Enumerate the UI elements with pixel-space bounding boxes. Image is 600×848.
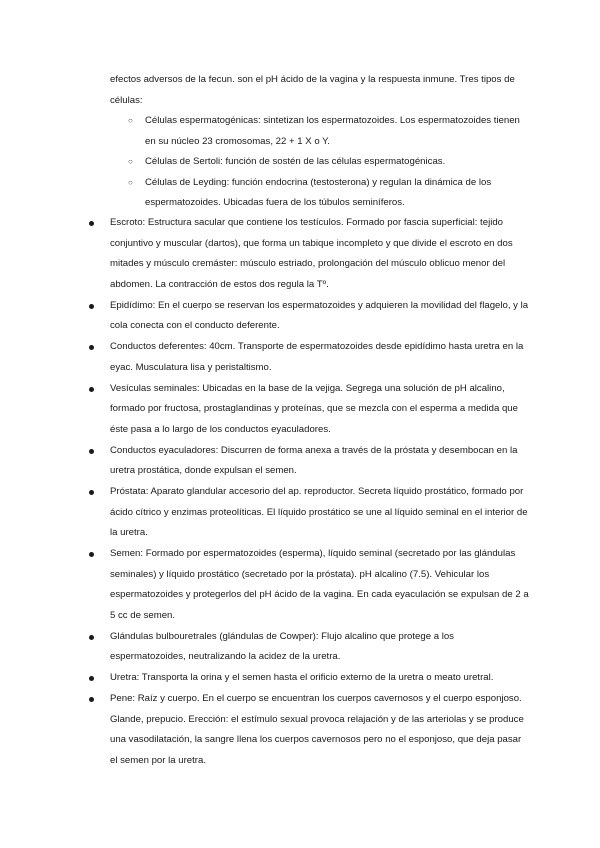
list-item-text: Epidídimo: En el cuerpo se reservan los espermatozoides y adquieren la movilidad del flagelo, y la cola conecta con el conducto deferente. <box>110 299 529 331</box>
list-item-text: Conductos eyaculadores: Discurren de forma anexa a través de la próstata y desembocan en la uretra prostática, donde expulsan el semen. <box>110 444 518 476</box>
list-item-text: Conductos deferentes: 40cm. Transporte de espermatozoides desde epidídimo hasta uretra en la eyac. Musculatura lisa y peristaltismo. <box>110 341 524 373</box>
bullet-icon <box>89 387 94 392</box>
bullet-icon <box>89 221 94 226</box>
bullet-icon <box>89 635 94 640</box>
list-item <box>85 441 530 482</box>
list-item-text: Semen: Formado por espermatozoides (esperma), líquido seminal (secretado por las glándulas seminales) y líquido prostático (secretado por la próstata). pH alcalino (7.5). Vehicular los espermatozoides y protegerlos del pH ácido de la vagina. En cada eyaculación se expulsan de 2 a 5 cc de semen. <box>110 548 529 621</box>
sub-list-item <box>110 173 530 214</box>
list-item-text: Pene: Raíz y cuerpo. En el cuerpo se encuentran los cuerpos cavernosos y el cuerpo esponjoso. Glande, prepucio. Erección: el estímulo sexual provoca relajación y de las arteriolas y se produce una vasodilatación, la sangre llena los cuerpos cavernosos pero no el esponjoso, que deja pasar el semen por la uretra. <box>110 693 524 766</box>
list-item-text: Glándulas bulbouretrales (glándulas de Cowper): Flujo alcalino que protege a los espermatozoides, neutralizando la acidez de la uretra. <box>110 630 454 662</box>
bullet-icon <box>89 676 94 681</box>
list-item <box>85 689 530 771</box>
list-item-text: Próstata: Aparato glandular accesorio del ap. reproductor. Secreta líquido prostático, formado por ácido cítrico y enzimas proteolíticas. El líquido prostático se une al líquido seminal en el interior de la uretra. <box>110 486 528 538</box>
sub-list-item-text: Células de Sertoli: función de sostén de las células espermatogénicas. <box>145 156 446 167</box>
bullet-icon <box>89 449 94 454</box>
sub-list-item-text: Células espermatogénicas: sintetizan los espermatozoides. Los espermatozoides tienen en su núcleo 23 cromosomas, 22 + 1 X o Y. <box>145 115 520 147</box>
sub-list-item-text: Células de Leyding: función endocrina (testosterona) y regulan la dinámica de los espermatozoides. Ubicadas fuera de los túbulos seminíferos. <box>145 176 492 208</box>
list-item <box>85 668 530 689</box>
hollow-circle-bullet-icon: ○ <box>128 116 133 125</box>
cell-types-list <box>110 111 530 214</box>
list-item <box>85 627 530 668</box>
bullet-icon <box>89 552 94 557</box>
bullet-icon <box>89 697 94 702</box>
list-item <box>85 379 530 441</box>
hollow-circle-bullet-icon: ○ <box>128 177 133 187</box>
list-item-text: Escroto: Estructura sacular que contiene los testículos. Formado por fascia superficial: tejido conjuntivo y muscular (dartos), que forma un tabique incompleto y que divide el escroto en dos mitades y músculo cremáster: músculo estriado, prolongación del músculo oblicuo menor del abdomen. La contracción de estos dos regula la Tº. <box>110 217 513 290</box>
hollow-circle-bullet-icon: ○ <box>128 157 133 166</box>
list-item <box>85 337 530 378</box>
list-item <box>85 482 530 544</box>
list-item <box>85 544 530 626</box>
organs-list <box>85 213 530 772</box>
bullet-icon <box>89 345 94 350</box>
sub-list-item <box>110 111 530 152</box>
intro-paragraph: efectos adversos de la fecun. son el pH ácido de la vagina y la respuesta inmune. Tres tipos de células: <box>110 74 515 106</box>
list-item <box>85 213 530 295</box>
bullet-icon <box>89 304 94 309</box>
sub-list-item <box>110 152 530 173</box>
bullet-icon <box>89 490 94 495</box>
list-item-text: Vesículas seminales: Ubicadas en la base de la vejiga. Segrega una solución de pH alcalino, formado por fructosa, prostaglandinas y proteínas, que se mezcla con el esperma a medida que éste pasa a lo largo de los conductos eyaculadores. <box>110 382 518 435</box>
list-item <box>85 296 530 337</box>
list-item-text: Uretra: Transporta la orina y el semen hasta el orificio externo de la uretra o meato uretral. <box>110 672 494 683</box>
